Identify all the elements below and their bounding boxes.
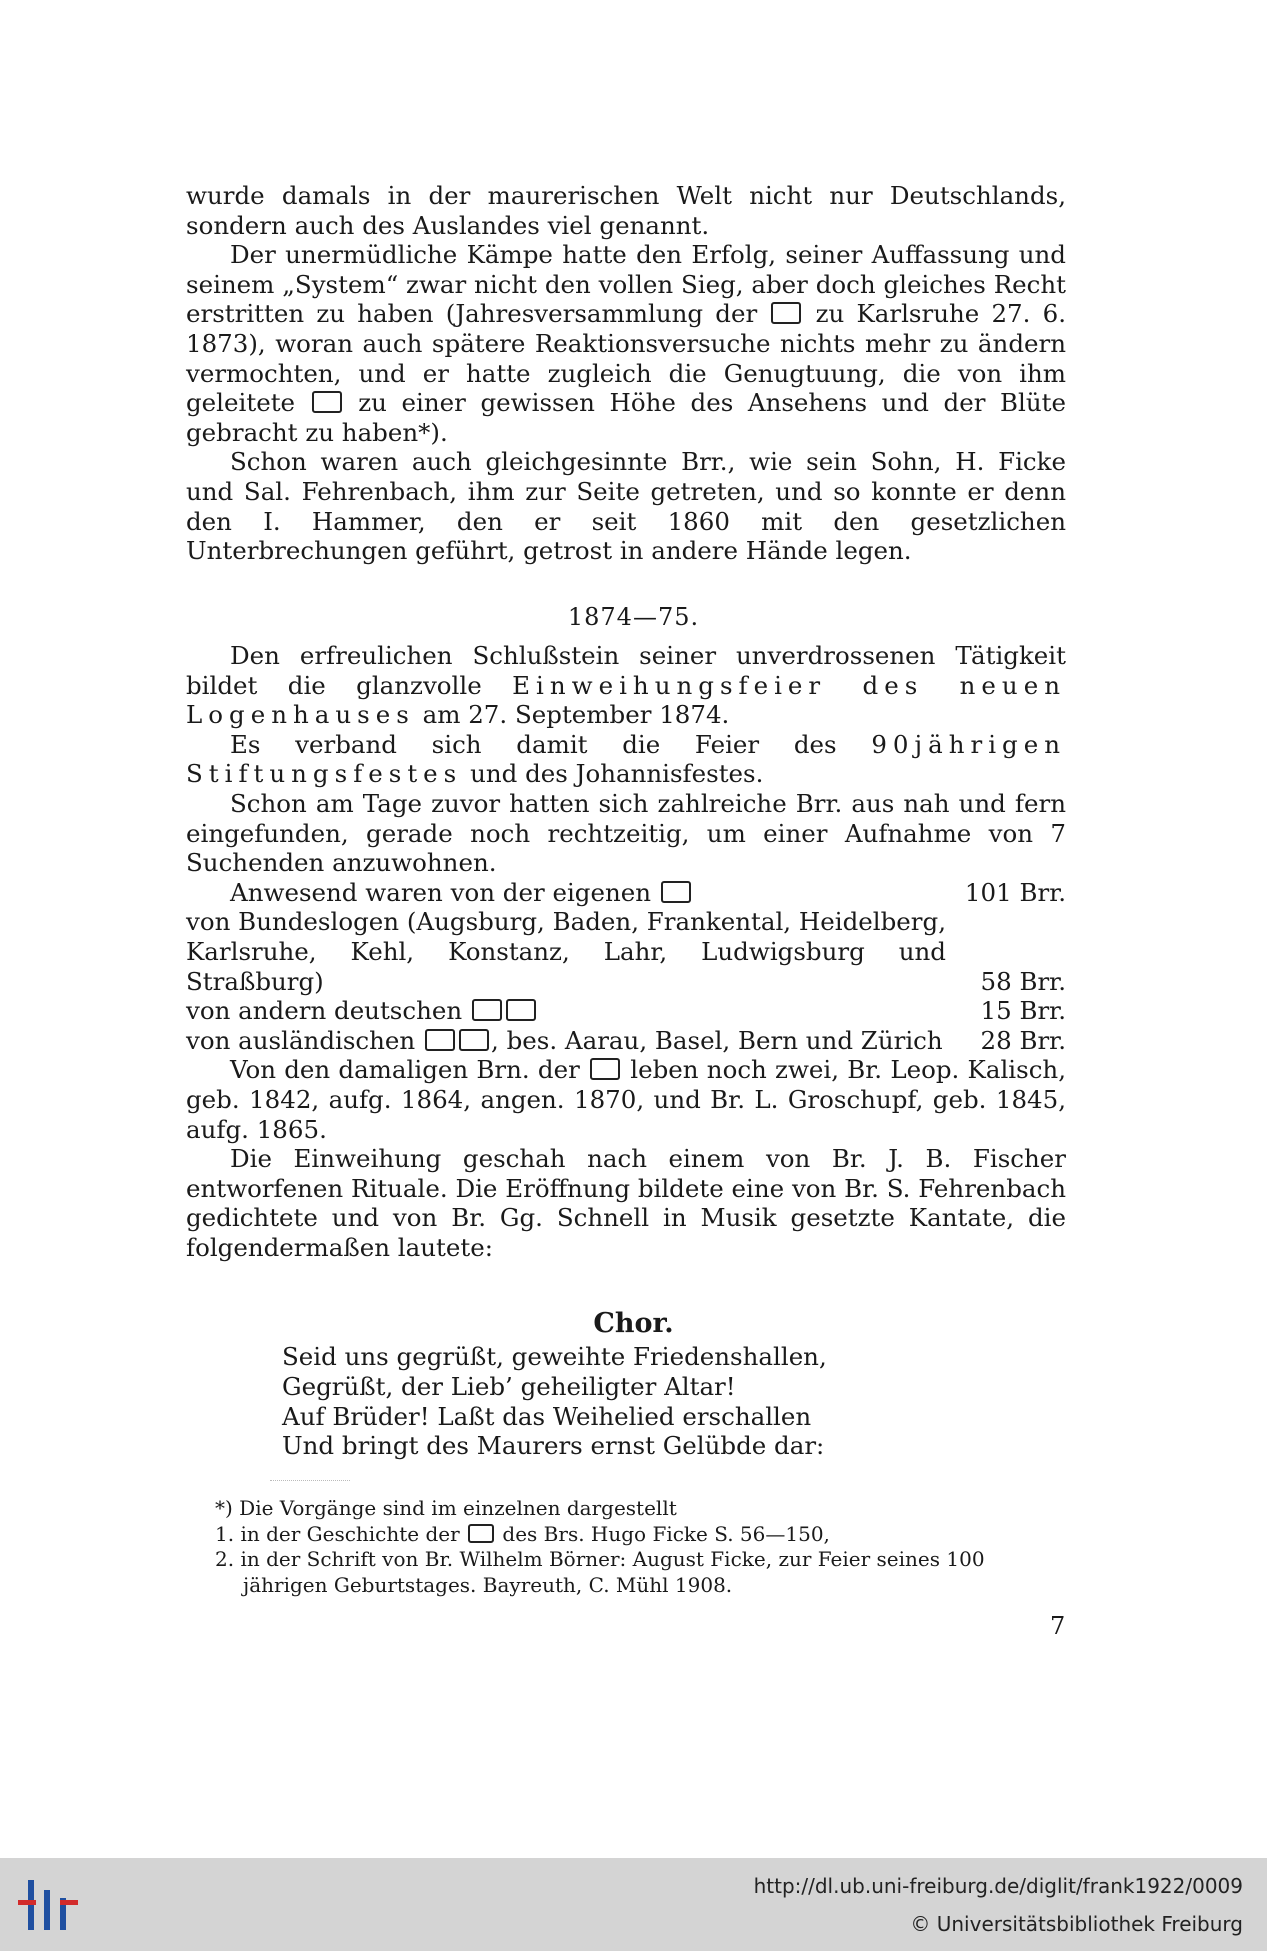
attendance-row: [186, 907, 1066, 996]
attendance-label: von ausländischen , bes. Aarau, Basel, Bern und Zürich: [186, 1025, 943, 1055]
lodge-symbol-icon: [590, 1058, 620, 1080]
attendance-count: 28 Brr.: [980, 1025, 1066, 1055]
source-url-link[interactable]: http://dl.ub.uni-freiburg.de/diglit/frank1922/0009: [753, 1874, 1243, 1898]
footnote-divider: [270, 1480, 350, 1481]
lodge-symbol-icon: [468, 1524, 494, 1543]
paragraph-part: zu Karlsruhe 27. 6. 1873), woran auch spätere Reaktionsversuche nichts mehr zu ändern vermochten, und er hatte zugleich die Genugtuung, die von ihm geleitete: [186, 299, 1066, 418]
attendance-row: [186, 1026, 1066, 1056]
copyright-notice: © Universitätsbibliothek Freiburg: [910, 1912, 1243, 1936]
paragraph-part: Den erfreulichen Schlußstein seiner unverdrossenen Tätigkeit bildet die glanzvolle: [186, 641, 1066, 700]
lodge-symbol-icon: [472, 999, 502, 1021]
lodge-symbol-icon: [459, 1029, 489, 1051]
paragraph: wurde damals in der maurerischen Welt nicht nur Deutschlands, sondern auch des Auslandes viel genannt.: [186, 181, 1066, 240]
lodge-symbol-icon: [425, 1029, 455, 1051]
footnote-item: 1. in der Geschichte der des Brs. Hugo Ficke S. 56—150,: [215, 1521, 830, 1546]
paragraph: [186, 641, 1066, 730]
verse-line: Und bringt des Maurers ernst Gelübde dar:: [282, 1431, 825, 1461]
verse-line: Seid uns gegrüßt, geweihte Friedenshallen,: [282, 1342, 827, 1371]
verse-line: Gegrüßt, der Lieb’ geheiligter Altar!: [282, 1371, 736, 1401]
paragraph-part: leben noch zwei, Br. Leop. Kalisch, geb. 1842, aufg. 1864, angen. 1870, und Br. L. Groschupf, geb. 1845, aufg. 1865.: [186, 1055, 1066, 1144]
attendance-row: [186, 996, 1066, 1026]
paragraph-part: Von den damaligen Brn. der: [230, 1055, 580, 1085]
attendance-label: von Bundeslogen (Augsburg, Baden, Frankental, Heidelberg, Karlsruhe, Kehl, Konstanz, Lahr, Ludwigsburg und Straßburg): [186, 907, 946, 996]
lodge-symbol-icon: [506, 999, 536, 1021]
paragraph-part: Es verband sich damit die Feier des: [230, 729, 837, 759]
footer-bar: [0, 1858, 1267, 1951]
attendance-row: [186, 878, 1066, 908]
attendance-count: 15 Brr.: [980, 996, 1066, 1026]
paragraph: Schon am Tage zuvor hatten sich zahlreiche Brr. aus nah und fern eingefunden, gerade noch rechtzeitig, um einer Aufnahme von 7 Suchenden anzuwohnen.: [186, 788, 1066, 878]
body-text-section: [186, 641, 1066, 1262]
page-number: 7: [1050, 1612, 1066, 1640]
paragraph-part: Der unermüdliche Kämpe hatte den Erfolg, seiner Auffassung und seinem „System“ zwar nicht den vollen Sieg, aber doch gleiches Recht erstritten zu haben (Jahresversammlung der: [186, 240, 1066, 329]
footnote-item: 2. in der Schrift von Br. Wilhelm Börner: August Ficke, zur Feier seines 100 jährigen Geburtstages. Bayreuth, C. Mühl 1908.: [215, 1547, 985, 1597]
paragraph-part: zu einer gewissen Höhe des Ansehens und der Blüte gebracht zu haben*).: [186, 388, 1066, 447]
paragraph: Schon waren auch gleichgesinnte Brr., wie sein Sohn, H. Ficke und Sal. Fehrenbach, ihm zur Seite getreten, und so konnte er denn den I. Hammer, den er seit 1860 mit den gesetzlichen Unterbrechungen geführt, getrost in andere Hände legen.: [186, 447, 1066, 566]
section-year-heading: 1874—75.: [567, 603, 700, 631]
footnotes: [215, 1496, 1067, 1598]
ub-freiburg-logo-icon: [16, 1872, 80, 1938]
chor-heading: Chor.: [593, 1308, 674, 1339]
lodge-symbol-icon: [771, 302, 801, 324]
spaced-emphasis: Einweihungsfeier des neuen Logenhauses: [186, 670, 1066, 730]
paragraph-part: und des Johannisfestes.: [470, 759, 764, 789]
paragraph: [186, 730, 1066, 789]
paragraph: [186, 1055, 1066, 1144]
paragraph: [186, 240, 1066, 447]
attendance-label: von andern deutschen: [186, 996, 538, 1026]
verse-block: [282, 1342, 827, 1461]
attendance-count: 101 Brr.: [964, 877, 1066, 907]
attendance-count: 58 Brr.: [980, 966, 1066, 996]
lodge-symbol-icon: [661, 881, 691, 903]
paragraph: Die Einweihung geschah nach einem von Br. J. B. Fischer entworfenen Rituale. Die Eröffnung bildete eine von Br. S. Fehrenbach gedichtete und von Br. Gg. Schnell in Musik gesetzte Kantate, die folgendermaßen lautete:: [186, 1144, 1066, 1262]
paragraph-part: am 27. September 1874.: [422, 700, 730, 730]
body-text-top: [186, 181, 1066, 566]
attendance-label: Anwesend waren von der eigenen: [186, 878, 693, 908]
verse-line: Auf Brüder! Laßt das Weihelied erschallen: [282, 1401, 812, 1431]
spaced-emphasis: 90jährigen Stiftungsfestes: [186, 729, 1066, 789]
lodge-symbol-icon: [312, 391, 342, 413]
footnote-intro: *) Die Vorgänge sind im einzelnen dargestellt: [215, 1496, 677, 1520]
